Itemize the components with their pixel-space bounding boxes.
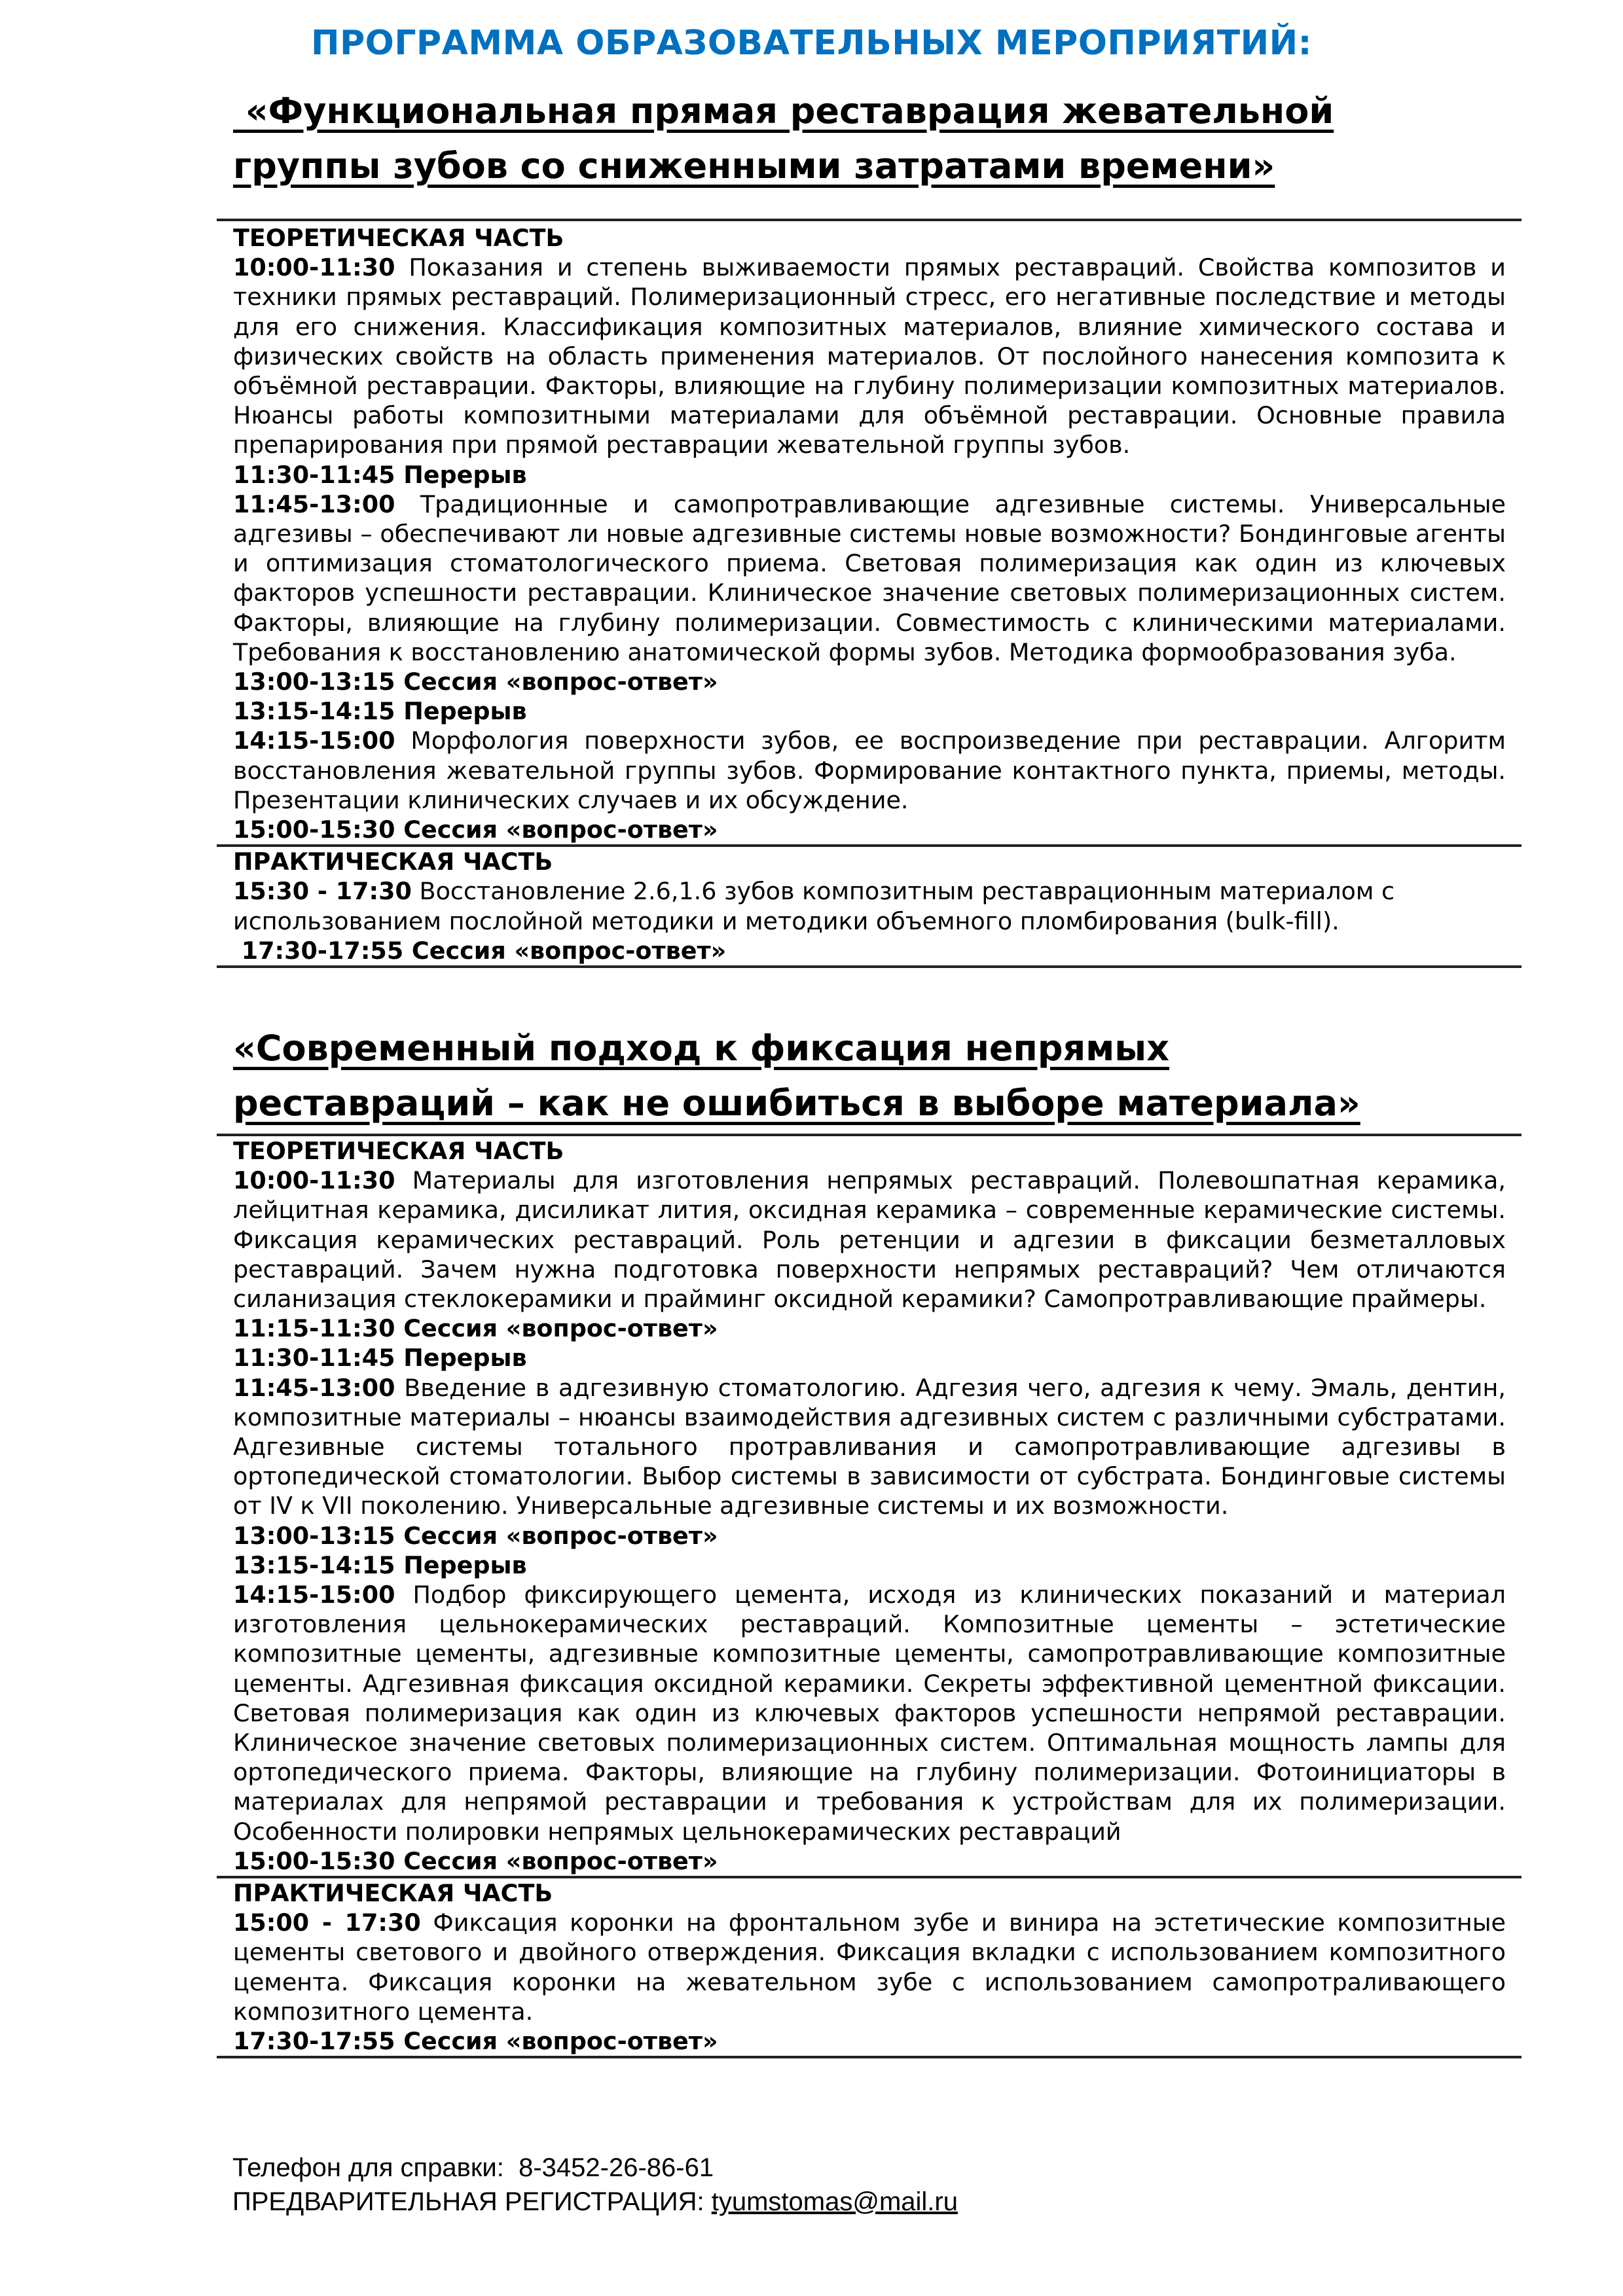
course-2-title-line-2: реставраций – как не ошибиться в выборе материала»	[233, 1083, 1360, 1124]
course-2-title	[233, 1021, 1477, 1131]
qa-session-entry: 13:00-13:15 Сессия «вопрос-ответ»	[233, 668, 718, 696]
entry-time: 15:00 - 17:30	[233, 1909, 421, 1937]
entry-text: Восстановление 2.6,1.6 зубов композитным реставрационным материалом с использованием послойной методики и методики объемного пломбирования (bulk-fill).	[233, 877, 1395, 935]
contact-footer	[232, 2151, 958, 2219]
qa-session-entry: 17:30-17:55 Сессия «вопрос-ответ»	[233, 936, 727, 965]
entry-time: 15:30 - 17:30	[233, 877, 412, 906]
entry-text: Введение в адгезивную стоматологию. Адгезия чего, адгезия к чему. Эмаль, дентин, композитные материалы – нюансы взаимодействия адгезивных систем с различными субстратами. Адгезивные системы тотального протравливания и самопротравливающие адгезивы в ортопедической стоматологии. Выбор системы в зависимости от субстрата. Бондинговые системы от IV к VII поколению. Универсальные адгезивные системы и их возможности.	[233, 1373, 1506, 1520]
entry-text: Материалы для изготовления непрямых реставраций. Полевошпатная керамика, лейцитная керамика, дисиликат лития, оксидная керамика – современные керамические системы. Фиксация керамических реставраций. Роль ретенции и адгезии в фиксации безметалловых реставраций. Зачем нужна подготовка поверхности непрямых реставраций? Чем отличаются силанизация стеклокерамики и прайминг оксидной керамики? Самопротравливающие праймеры.	[233, 1166, 1506, 1314]
schedule-entry	[233, 876, 1506, 935]
theory-label: ТЕОРЕТИЧЕСКАЯ ЧАСТЬ	[233, 1137, 564, 1165]
entry-text: Фиксация коронки на фронтальном зубе и винира на эстетические композитные цементы светового и двойного отверждения. Фиксация вкладки с использованием композитного цемента. Фиксация коронки на жевательном зубе с использованием самопротраливающего композитного цемента.	[233, 1909, 1506, 2026]
qa-session-entry: 11:15-11:30 Сессия «вопрос-ответ»	[233, 1314, 718, 1343]
practice-label: ПРАКТИЧЕСКАЯ ЧАСТЬ	[233, 1879, 553, 1908]
course-1-body	[217, 219, 1522, 968]
schedule-entry	[233, 253, 1506, 459]
qa-session-entry: 15:00-15:30 Сессия «вопрос-ответ»	[233, 816, 718, 844]
phone-label: Телефон для справки:	[232, 2153, 519, 2182]
practice-label: ПРАКТИЧЕСКАЯ ЧАСТЬ	[233, 848, 553, 876]
entry-text: Морфология поверхности зубов, ее воспроизведение при реставрации. Алгоритм восстановления жевательной группы зубов. Формирование контактного пункта, приемы, методы. Презентации клинических случаев и их обсуждение.	[233, 726, 1506, 814]
entry-text: Показания и степень выживаемости прямых реставраций. Свойства композитов и техники прямых реставраций. Полимеризационный стресс, его негативные последствие и методы для его снижения. Классификация композитных материалов, влияние химического состава и физических свойств на область применения материалов. От послойного нанесения композита к объёмной реставрации. Факторы, влияющие на глубину полимеризации композитных материалов. Нюансы работы композитными материалами для объёмной реставрации. Основные правила препарирования при прямой реставрации жевательной группы зубов.	[233, 253, 1506, 459]
entry-time: 14:15-15:00	[233, 726, 395, 755]
entry-time: 11:45-13:00	[233, 1373, 395, 1402]
schedule-entry	[233, 1166, 1506, 1314]
divider	[217, 2056, 1522, 2058]
qa-session-entry: 17:30-17:55 Сессия «вопрос-ответ»	[233, 2027, 718, 2056]
course-1-title-line-1: «Функциональная прямая реставрация жевательной	[233, 90, 1334, 132]
schedule-entry	[233, 1580, 1506, 1846]
entry-text: Традиционные и самопротравливающие адгезивные системы. Универсальные адгезивы – обеспечивают ли новые адгезивные системы новые возможности? Бондинговые агенты и оптимизация стоматологического приема. Световая полимеризация как один из ключевых факторов успешности реставрации. Клиническое значение световых полимеризационных систем. Факторы, влияющие на глубину полимеризации. Совместимость с клиническими материалами. Требования к восстановлению анатомической формы зубов. Методика формообразования зуба.	[233, 490, 1506, 666]
entry-text: Подбор фиксирующего цемента, исходя из клинических показаний и материал изготовления цельнокерамических реставраций. Композитные цементы – эстетические композитные цементы, адгезивные композитные цементы, самопротравливающие композитные цементы. Адгезивная фиксация оксидной керамики. Секреты эффективной цементной фиксации. Световая полимеризация как один из ключевых факторов успешности непрямой реставрации. Клиническое значение световых полимеризационных систем. Оптимальная мощность лампы для ортопедического приема. Факторы, влияющие на глубину полимеризации. Фотоинициаторы в материалах для непрямой реставрации и требования к устройствам для их полимеризации. Особенности полировки непрямых цельнокерамических реставраций	[233, 1581, 1506, 1846]
page-title: ПРОГРАММА ОБРАЗОВАТЕЛЬНЫХ МЕРОПРИЯТИЙ:	[311, 24, 1312, 63]
schedule-entry	[233, 1908, 1506, 2026]
schedule-entry	[233, 726, 1506, 815]
course-2	[217, 1021, 1522, 1131]
phone-number[interactable]: 8-3452-26-86-61	[519, 2153, 714, 2182]
break-entry: 11:30-11:45 Перерыв	[233, 460, 527, 489]
registration-line	[232, 2185, 958, 2219]
registration-label: ПРЕДВАРИТЕЛЬНАЯ РЕГИСТРАЦИЯ:	[232, 2187, 712, 2216]
entry-time: 11:45-13:00	[233, 490, 395, 518]
theory-label: ТЕОРЕТИЧЕСКАЯ ЧАСТЬ	[233, 224, 564, 252]
email-link[interactable]: tyumstomas@mail.ru	[711, 2187, 958, 2216]
course-2-body	[217, 1134, 1522, 2058]
schedule-entry	[233, 490, 1506, 667]
phone-line	[232, 2151, 958, 2185]
course-1	[217, 84, 1522, 194]
break-entry: 11:30-11:45 Перерыв	[233, 1344, 527, 1372]
divider	[217, 965, 1522, 968]
qa-session-entry: 15:00-15:30 Сессия «вопрос-ответ»	[233, 1846, 718, 1875]
schedule-entry	[233, 1373, 1506, 1521]
qa-session-entry: 13:00-13:15 Сессия «вопрос-ответ»	[233, 1521, 718, 1550]
entry-time: 10:00-11:30	[233, 1166, 395, 1195]
entry-time: 14:15-15:00	[233, 1581, 395, 1609]
break-entry: 13:15-14:15 Перерыв	[233, 697, 527, 726]
course-1-title-line-2: группы зубов со сниженными затратами времени»	[233, 145, 1275, 187]
break-entry: 13:15-14:15 Перерыв	[233, 1551, 527, 1579]
course-2-title-line-1: «Современный подход к фиксация непрямых	[233, 1028, 1169, 1069]
entry-time: 10:00-11:30	[233, 253, 395, 282]
course-1-title	[233, 84, 1477, 194]
